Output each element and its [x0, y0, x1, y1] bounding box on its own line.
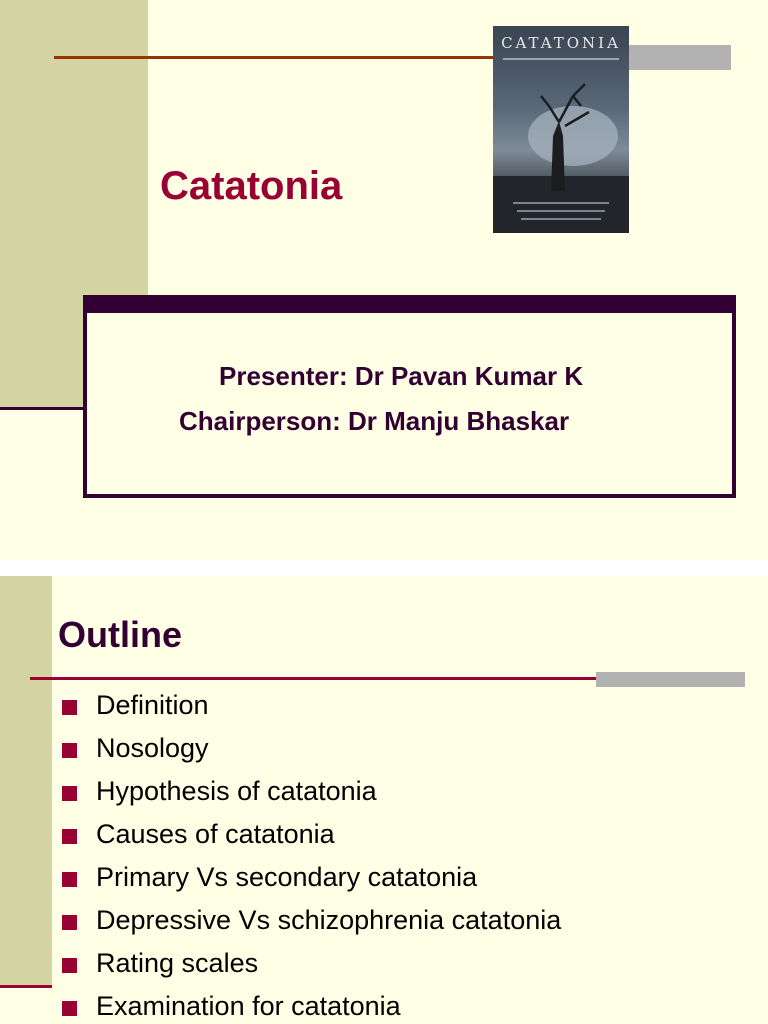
square-bullet-icon — [62, 786, 77, 801]
list-item-text: Nosology — [96, 733, 209, 763]
square-bullet-icon — [62, 743, 77, 758]
square-bullet-icon — [62, 829, 77, 844]
square-bullet-icon — [62, 915, 77, 930]
square-bullet-icon — [62, 1001, 77, 1016]
presenter-line: Presenter: Dr Pavan Kumar K — [219, 361, 584, 391]
title-rule — [54, 56, 494, 59]
list-item-text: Hypothesis of catatonia — [96, 776, 377, 806]
book-cover-title: CATATONIA — [501, 34, 621, 52]
slide-title: Outline — [58, 614, 182, 655]
list-item-text: Primary Vs secondary catatonia — [96, 862, 478, 892]
sidebar-panel — [0, 576, 52, 986]
sidebar-rule — [0, 407, 84, 410]
list-item-text: Examination for catatonia — [96, 991, 401, 1021]
presenter-box — [83, 295, 736, 498]
title-rule — [30, 677, 596, 680]
gray-accent-block — [629, 45, 731, 70]
gray-accent-block — [596, 672, 745, 687]
list-item-text: Causes of catatonia — [96, 819, 335, 849]
list-item-text: Definition — [96, 690, 209, 720]
square-bullet-icon — [62, 700, 77, 715]
sidebar-rule — [0, 985, 52, 988]
square-bullet-icon — [62, 958, 77, 973]
book-cover-image — [493, 26, 629, 233]
outline-slide — [0, 576, 768, 1024]
slide-title: Catatonia — [160, 164, 343, 208]
list-item-text: Depressive Vs schizophrenia catatonia — [96, 905, 562, 935]
list-item-text: Rating scales — [96, 948, 259, 978]
chairperson-line: Chairperson: Dr Manju Bhaskar — [179, 406, 570, 436]
square-bullet-icon — [62, 872, 77, 887]
